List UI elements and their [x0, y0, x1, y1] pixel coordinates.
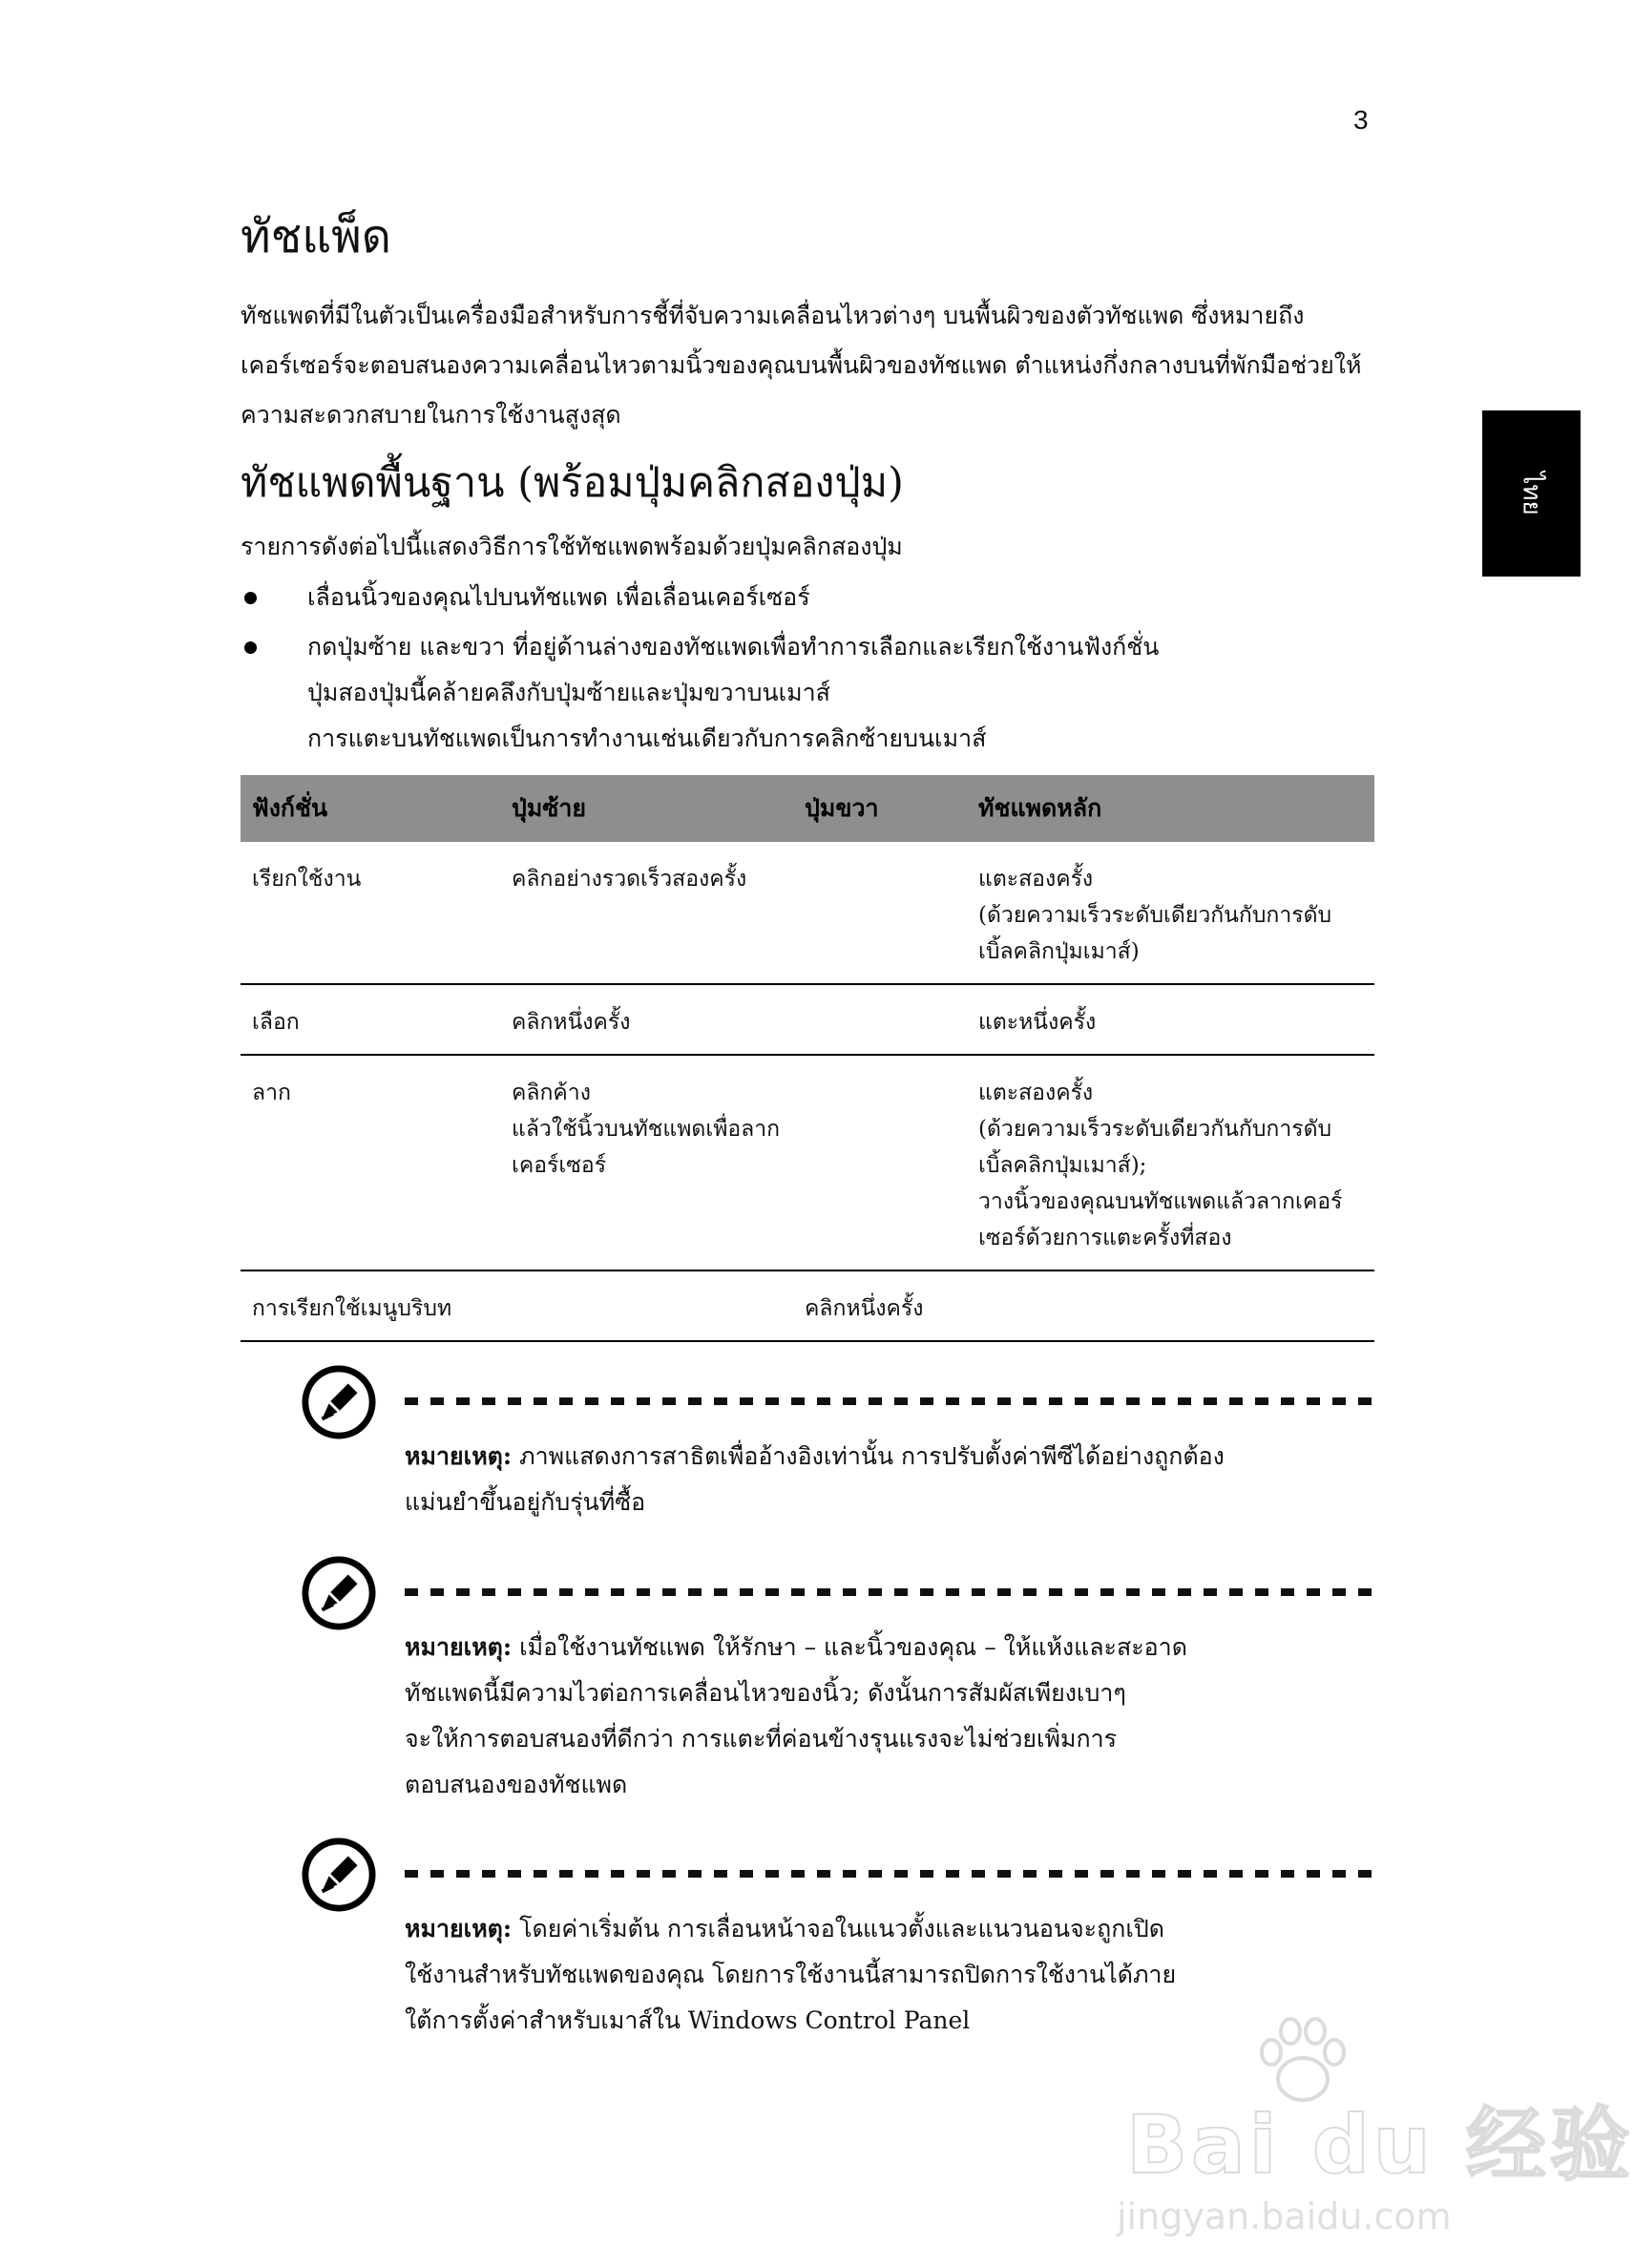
cell-touchpad — [967, 1055, 1374, 1270]
note-label: หมายเหตุ: — [405, 1633, 513, 1661]
cell-right — [793, 1055, 967, 1270]
list-item — [241, 575, 1374, 620]
cell-left — [500, 1270, 793, 1341]
cell-text: คลิกอย่างรวดเร็วสองครั้ง — [512, 867, 747, 892]
language-tab-label: ไทย — [1517, 472, 1545, 515]
bullet-icon — [244, 592, 257, 604]
cell-text: แตะหนึ่งครั้ง — [978, 1010, 1097, 1035]
cell-text: ลาก — [252, 1081, 291, 1105]
cell-left — [500, 984, 793, 1055]
bullet-icon — [244, 641, 257, 654]
cell-text: เลือก — [252, 1010, 300, 1035]
note-line: ใต้การตั้งค่าสำหรับเมาส์ใน Windows Control Panel — [405, 2006, 971, 2034]
list-item — [241, 624, 1374, 762]
cell-text: เซอร์ด้วยการแตะครั้งที่สอง — [978, 1226, 1232, 1250]
note-line: ภาพแสดงการสาธิตเพื่ออ้างอิงเท่านั้น การปรับตั้งค่าพีซีได้อย่างถูกต้อง — [519, 1442, 1225, 1470]
cell-left — [500, 842, 793, 984]
bullet-list — [241, 575, 1374, 766]
section-intro: รายการดังต่อไปนี้แสดงวิธีการใช้ทัชแพดพร้อมด้วยปุ่มคลิกสองปุ่ม — [241, 533, 903, 560]
cell-text: เคอร์เซอร์ — [512, 1153, 607, 1178]
cell-text: เรียกใช้งาน — [252, 867, 362, 892]
note-line: ทัชแพดนี้มีความไวต่อการเคลื่อนไหวของนิ้ว; ดังนั้นการสัมผัสเพียงเบาๆ — [405, 1679, 1126, 1707]
note-pen-icon — [302, 1365, 376, 1439]
column-header: ทัชแพดหลัก — [967, 775, 1374, 842]
note-line: โดยค่าเริ่มต้น การเลื่อนหน้าจอในแนวตั้งและแนวนอนจะถูกเปิด — [519, 1915, 1165, 1942]
cell-function — [241, 1270, 500, 1341]
table-row — [241, 1270, 1374, 1341]
cell-text: การเรียกใช้เมนูบริบท — [252, 1296, 452, 1321]
dashed-rule — [405, 1588, 1374, 1596]
note-text — [405, 1434, 1374, 1525]
note-line: ใช้งานสำหรับทัชแพดของคุณ โดยการใช้งานนี้สามารถปิดการใช้งานได้ภาย — [405, 1961, 1177, 1988]
cell-text: แตะสองครั้ง — [978, 1081, 1094, 1105]
touchpad-functions-table — [241, 775, 1374, 1342]
language-tab — [1482, 410, 1581, 577]
section-title: ทัชแพดพื้นฐาน (พร้อมปุ่มคลิกสองปุ่ม) — [241, 459, 904, 507]
note-pen-icon — [302, 1556, 376, 1630]
cell-text: (ด้วยความเร็วระดับเดียวกันกับการดับ — [978, 903, 1332, 928]
column-header: ปุ่มซ้าย — [500, 775, 793, 842]
dashed-rule — [405, 1870, 1374, 1878]
note-label: หมายเหตุ: — [405, 1442, 513, 1470]
cell-right — [793, 1270, 967, 1341]
dashed-rule — [405, 1397, 1374, 1405]
cell-function — [241, 842, 500, 984]
baidu-watermark — [1107, 2014, 1634, 2243]
cell-text: (ด้วยความเร็วระดับเดียวกันกับการดับ — [978, 1117, 1332, 1142]
column-header: ปุ่มขวา — [793, 775, 967, 842]
note-line: แม่นยำขึ้นอยู่กับรุ่นที่ซื้อ — [405, 1488, 646, 1516]
table-header-row — [241, 775, 1374, 842]
cell-touchpad — [967, 1270, 1374, 1341]
bullet-text: ปุ่มสองปุ่มนี้คล้ายคลึงกับปุ่มซ้ายและปุ่มขวาบนเมาส์ — [307, 679, 830, 706]
bullet-text: เลื่อนนิ้วของคุณไปบนทัชแพด เพื่อเลื่อนเคอร์เซอร์ — [307, 583, 810, 611]
cell-text: เบิ้ลคลิกปุ่มเมาส์); — [978, 1153, 1147, 1178]
note-line: จะให้การตอบสนองที่ดีกว่า การแตะที่ค่อนข้างรุนแรงจะไม่ช่วยเพิ่มการ — [405, 1725, 1118, 1753]
intro-paragraph: ทัชแพดที่มีในตัวเป็นเครื่องมือสำหรับการชี้ที่จับความเคลื่อนไหวต่างๆ บนพื้นผิวของตัวทัชแพด ซึ่งหมายถึงเคอร์เซอร์จะตอบสนองความเคลื่อนไหวตามนิ้วของคุณบนพื้นผิวของทัชแพด ตำแหน่งกึ่งกลางบนที่พักมือช่วยให้ความสะดวกสบายในการใช้งานสูงสุด — [241, 302, 1362, 429]
cell-text: แล้วใช้นิ้วบนทัชแพดเพื่อลาก — [512, 1117, 781, 1142]
cell-function — [241, 984, 500, 1055]
cell-text: เบิ้ลคลิกปุ่มเมาส์) — [978, 939, 1140, 964]
table-row — [241, 1055, 1374, 1270]
note-line: ตอบสนองของทัชแพด — [405, 1771, 628, 1798]
column-header: ฟังก์ชั่น — [241, 775, 500, 842]
cell-text: วางนิ้วของคุณบนทัชแพดแล้วลากเคอร์ — [978, 1189, 1343, 1214]
cell-text: คลิกหนึ่งครั้ง — [805, 1296, 924, 1321]
cell-text: คลิกหนึ่งครั้ง — [512, 1010, 631, 1035]
note-text — [405, 1625, 1374, 1808]
page-number: 3 — [1353, 105, 1369, 135]
watermark-brand: Bai du 经验 — [1126, 2098, 1634, 2192]
watermark-domain: jingyan.baidu.com — [1117, 2195, 1452, 2237]
note-pen-icon — [302, 1838, 376, 1912]
note-label: หมายเหตุ: — [405, 1915, 513, 1942]
note-line: เมื่อใช้งานทัชแพด ให้รักษา – และนิ้วของคุณ – ให้แห้งและสะอาด — [519, 1633, 1187, 1661]
page-title: ทัชแพ็ด — [241, 210, 391, 263]
bullet-text: กดปุ่มซ้าย และขวา ที่อยู่ด้านล่างของทัชแพดเพื่อทำการเลือกและเรียกใช้งานฟังก์ชั่น — [307, 633, 1160, 661]
table-row — [241, 842, 1374, 984]
bullet-text: การแตะบนทัชแพดเป็นการทำงานเช่นเดียวกับการคลิกซ้ายบนเมาส์ — [307, 724, 987, 752]
cell-text: คลิกค้าง — [512, 1081, 591, 1105]
table-row — [241, 984, 1374, 1055]
cell-right — [793, 842, 967, 984]
cell-function — [241, 1055, 500, 1270]
cell-touchpad — [967, 842, 1374, 984]
cell-left — [500, 1055, 793, 1270]
cell-text: แตะสองครั้ง — [978, 867, 1094, 892]
cell-right — [793, 984, 967, 1055]
cell-touchpad — [967, 984, 1374, 1055]
